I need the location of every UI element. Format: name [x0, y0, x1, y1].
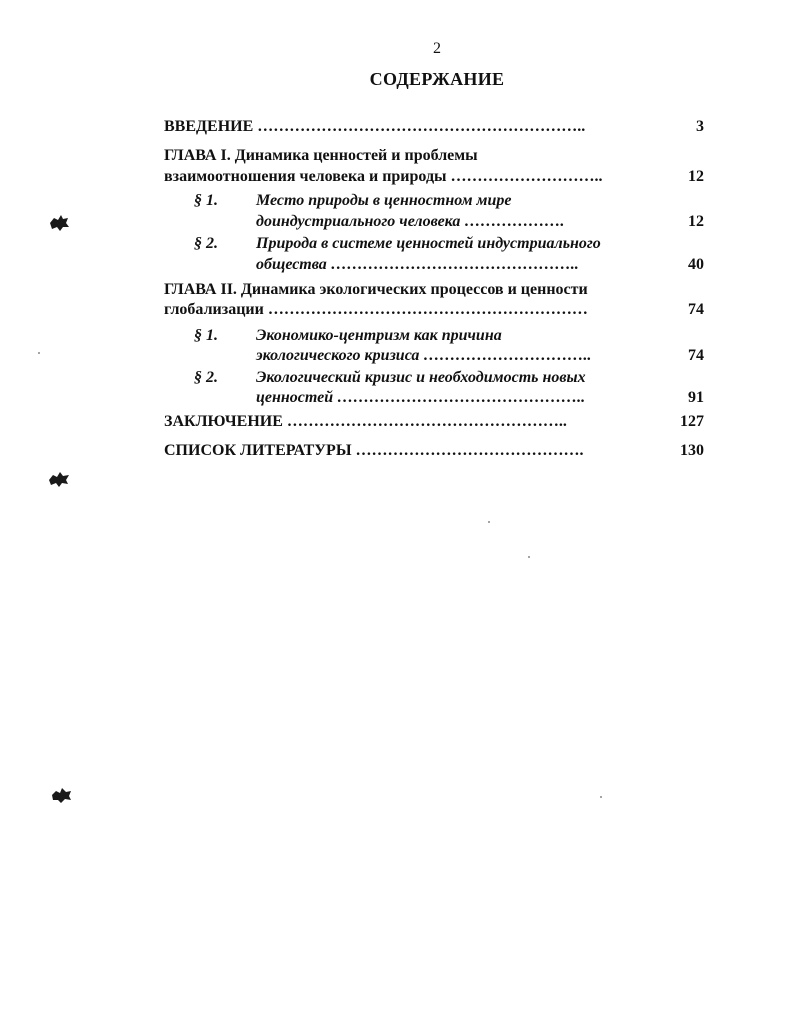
ink-blot-icon — [48, 470, 70, 488]
page-number: 2 — [433, 40, 441, 57]
toc-entry-page: 3 — [696, 118, 704, 135]
toc-entry-text-line1: Место природы в ценностном мире — [256, 192, 512, 209]
toc-entry-page: 40 — [688, 256, 704, 273]
section-number: § 2. — [194, 235, 218, 252]
ink-blot-icon — [48, 214, 70, 232]
toc-entry-page: 12 — [688, 168, 704, 185]
toc-entry-text: СПИСОК ЛИТЕРАТУРЫ ……………………………………. — [164, 442, 584, 459]
toc-entry-text-line1: Экологический кризис и необходимость новых — [256, 369, 586, 386]
toc-entry-page: 130 — [680, 442, 704, 459]
toc-entry-text-line2: глобализации …………………………………………………… — [164, 301, 588, 318]
dust-speck — [488, 521, 490, 523]
toc-entry-page: 127 — [680, 413, 704, 430]
toc-entry-text-line2: экологического кризиса ………………………….. — [256, 347, 592, 364]
toc-entry-text: ЗАКЛЮЧЕНИЕ …………………………………………….. — [164, 413, 567, 430]
dust-speck — [528, 556, 530, 558]
section-number: § 1. — [194, 192, 218, 209]
dust-speck — [38, 352, 40, 354]
section-number: § 2. — [194, 369, 218, 386]
ink-blot-icon — [50, 786, 72, 804]
toc-entry-text-line1: ГЛАВА II. Динамика экологических процессов и ценности — [164, 281, 588, 298]
section-number: § 1. — [194, 327, 218, 344]
toc-entry-text-line2: доиндустриального человека ………………. — [256, 213, 565, 230]
toc-entry-text-line1: Экономико-центризм как причина — [256, 327, 502, 344]
toc-entry-text-line1: ГЛАВА I. Динамика ценностей и проблемы — [164, 147, 478, 164]
dust-speck — [600, 796, 602, 798]
toc-entry-text-line2: ценностей ……………………………………….. — [256, 389, 586, 406]
toc-entry-text-line2: общества ……………………………………….. — [256, 256, 579, 273]
toc-entry-text-line1: Природа в системе ценностей индустриального — [256, 235, 601, 252]
toc-entry-page: 74 — [688, 301, 704, 318]
toc-entry-text-line2: взаимоотношения человека и природы ……………………….. — [164, 168, 603, 185]
toc-entry-page: 74 — [688, 347, 704, 364]
toc-entry-page: 12 — [688, 213, 704, 230]
toc-entry-text: ВВЕДЕНИЕ …………………………………………………….. — [164, 118, 586, 135]
toc-entry-page: 91 — [688, 389, 704, 406]
toc-title: СОДЕРЖАНИЕ — [369, 69, 505, 89]
